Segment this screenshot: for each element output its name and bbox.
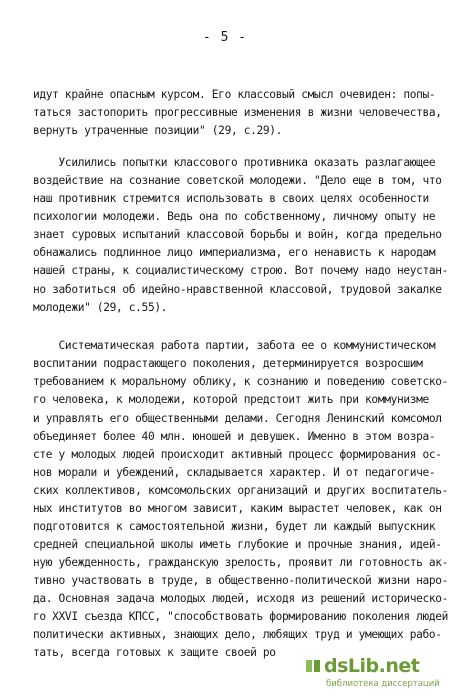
text-line: воздействие на сознание советской молодежи. "Дело еще в том, что <box>33 174 442 188</box>
text-line: и управлять его общественными делами. Сегодня Ленинский комсомол <box>33 411 442 425</box>
text-line: тать, всегда готовых к защите своей ро <box>33 646 276 660</box>
text-line: ских коллективов, комсомольских организаций и других воспитатель- <box>33 483 449 497</box>
text-line: да. Основная задача молодых людей, исходя из решений историческо- <box>33 592 449 606</box>
text-line: го XXVI съезда КПСС, "способствовать формированию поколения людей <box>33 610 449 624</box>
text-line: тивно участвовать в труде, в общественно-политической жизни наро- <box>33 574 449 588</box>
dslib-watermark <box>324 655 442 693</box>
text-line: ную убежденность, гражданскую зрелость, проявит ли готовность ак- <box>33 555 449 569</box>
text-line: идут крайне опасным курсом. Его классовый смысл очевиден: попы- <box>33 87 436 101</box>
text-line: объединяет более 40 млн. юношей и девушек. Именно в этом возра- <box>33 429 436 443</box>
watermark-logo: dsLib.net <box>324 655 420 677</box>
text-line: го человека, к молодежи, которой предстоит жить при коммунизме <box>33 393 429 407</box>
text-line: знает суровых испытаний классовой борьбы и войн, когда предельно <box>33 228 442 242</box>
text-line: обнажались подлинное лицо империализма, его ненависть к народам <box>33 246 436 260</box>
text-line: Усилились попытки классового противника оказать разлагающее <box>33 156 436 170</box>
text-line: вернуть утраченные позиции" (29, с.29). <box>33 123 283 137</box>
text-line: средней специальной школы иметь глубокие и прочные знания, идей- <box>33 537 442 551</box>
text-line: подготовится к самостоятельной жизни, будет ли каждый выпускник <box>33 519 436 533</box>
text-line: но заботиться об идейно-нравственной классовой, трудовой закалке <box>33 282 442 296</box>
text-line: сте у молодых людей происходит активный процесс формирования ос- <box>33 447 442 461</box>
text-line: нов морали и убеждений, складывается характер. И от педагогиче- <box>33 465 436 479</box>
text-line: воспитании подрастающего поколения, детерминируется возросшим <box>33 357 423 371</box>
text-line: требованием к моральному облику, к сознанию и поведению советско- <box>33 375 449 389</box>
watermark-subtitle: библиотека диссертаций <box>326 679 440 689</box>
text-line: нашей страны, к социалистическому строю. Вот почему надо неустан- <box>33 264 449 278</box>
text-line: ных институтов во многом зависит, каким вырастет человек, как он <box>33 501 442 515</box>
text-line: молодежи" (29, с.55). <box>33 300 168 314</box>
text-line: политически активных, знающих дело, любящих труд и умеющих рабо- <box>33 628 442 642</box>
text-line: наш противник стремится использовать в своих целях особенности <box>33 192 429 206</box>
text-line: Систематическая работа партии, забота ее о коммунистическом <box>33 339 436 353</box>
page-number: - 5 - <box>202 30 248 45</box>
text-line: психологии молодежи. Ведь она по собственному, личному опыту не <box>33 210 436 224</box>
text-line: таться застопорить прогрессивные изменения в жизни человечества, <box>33 105 442 119</box>
book-icon <box>304 657 322 675</box>
